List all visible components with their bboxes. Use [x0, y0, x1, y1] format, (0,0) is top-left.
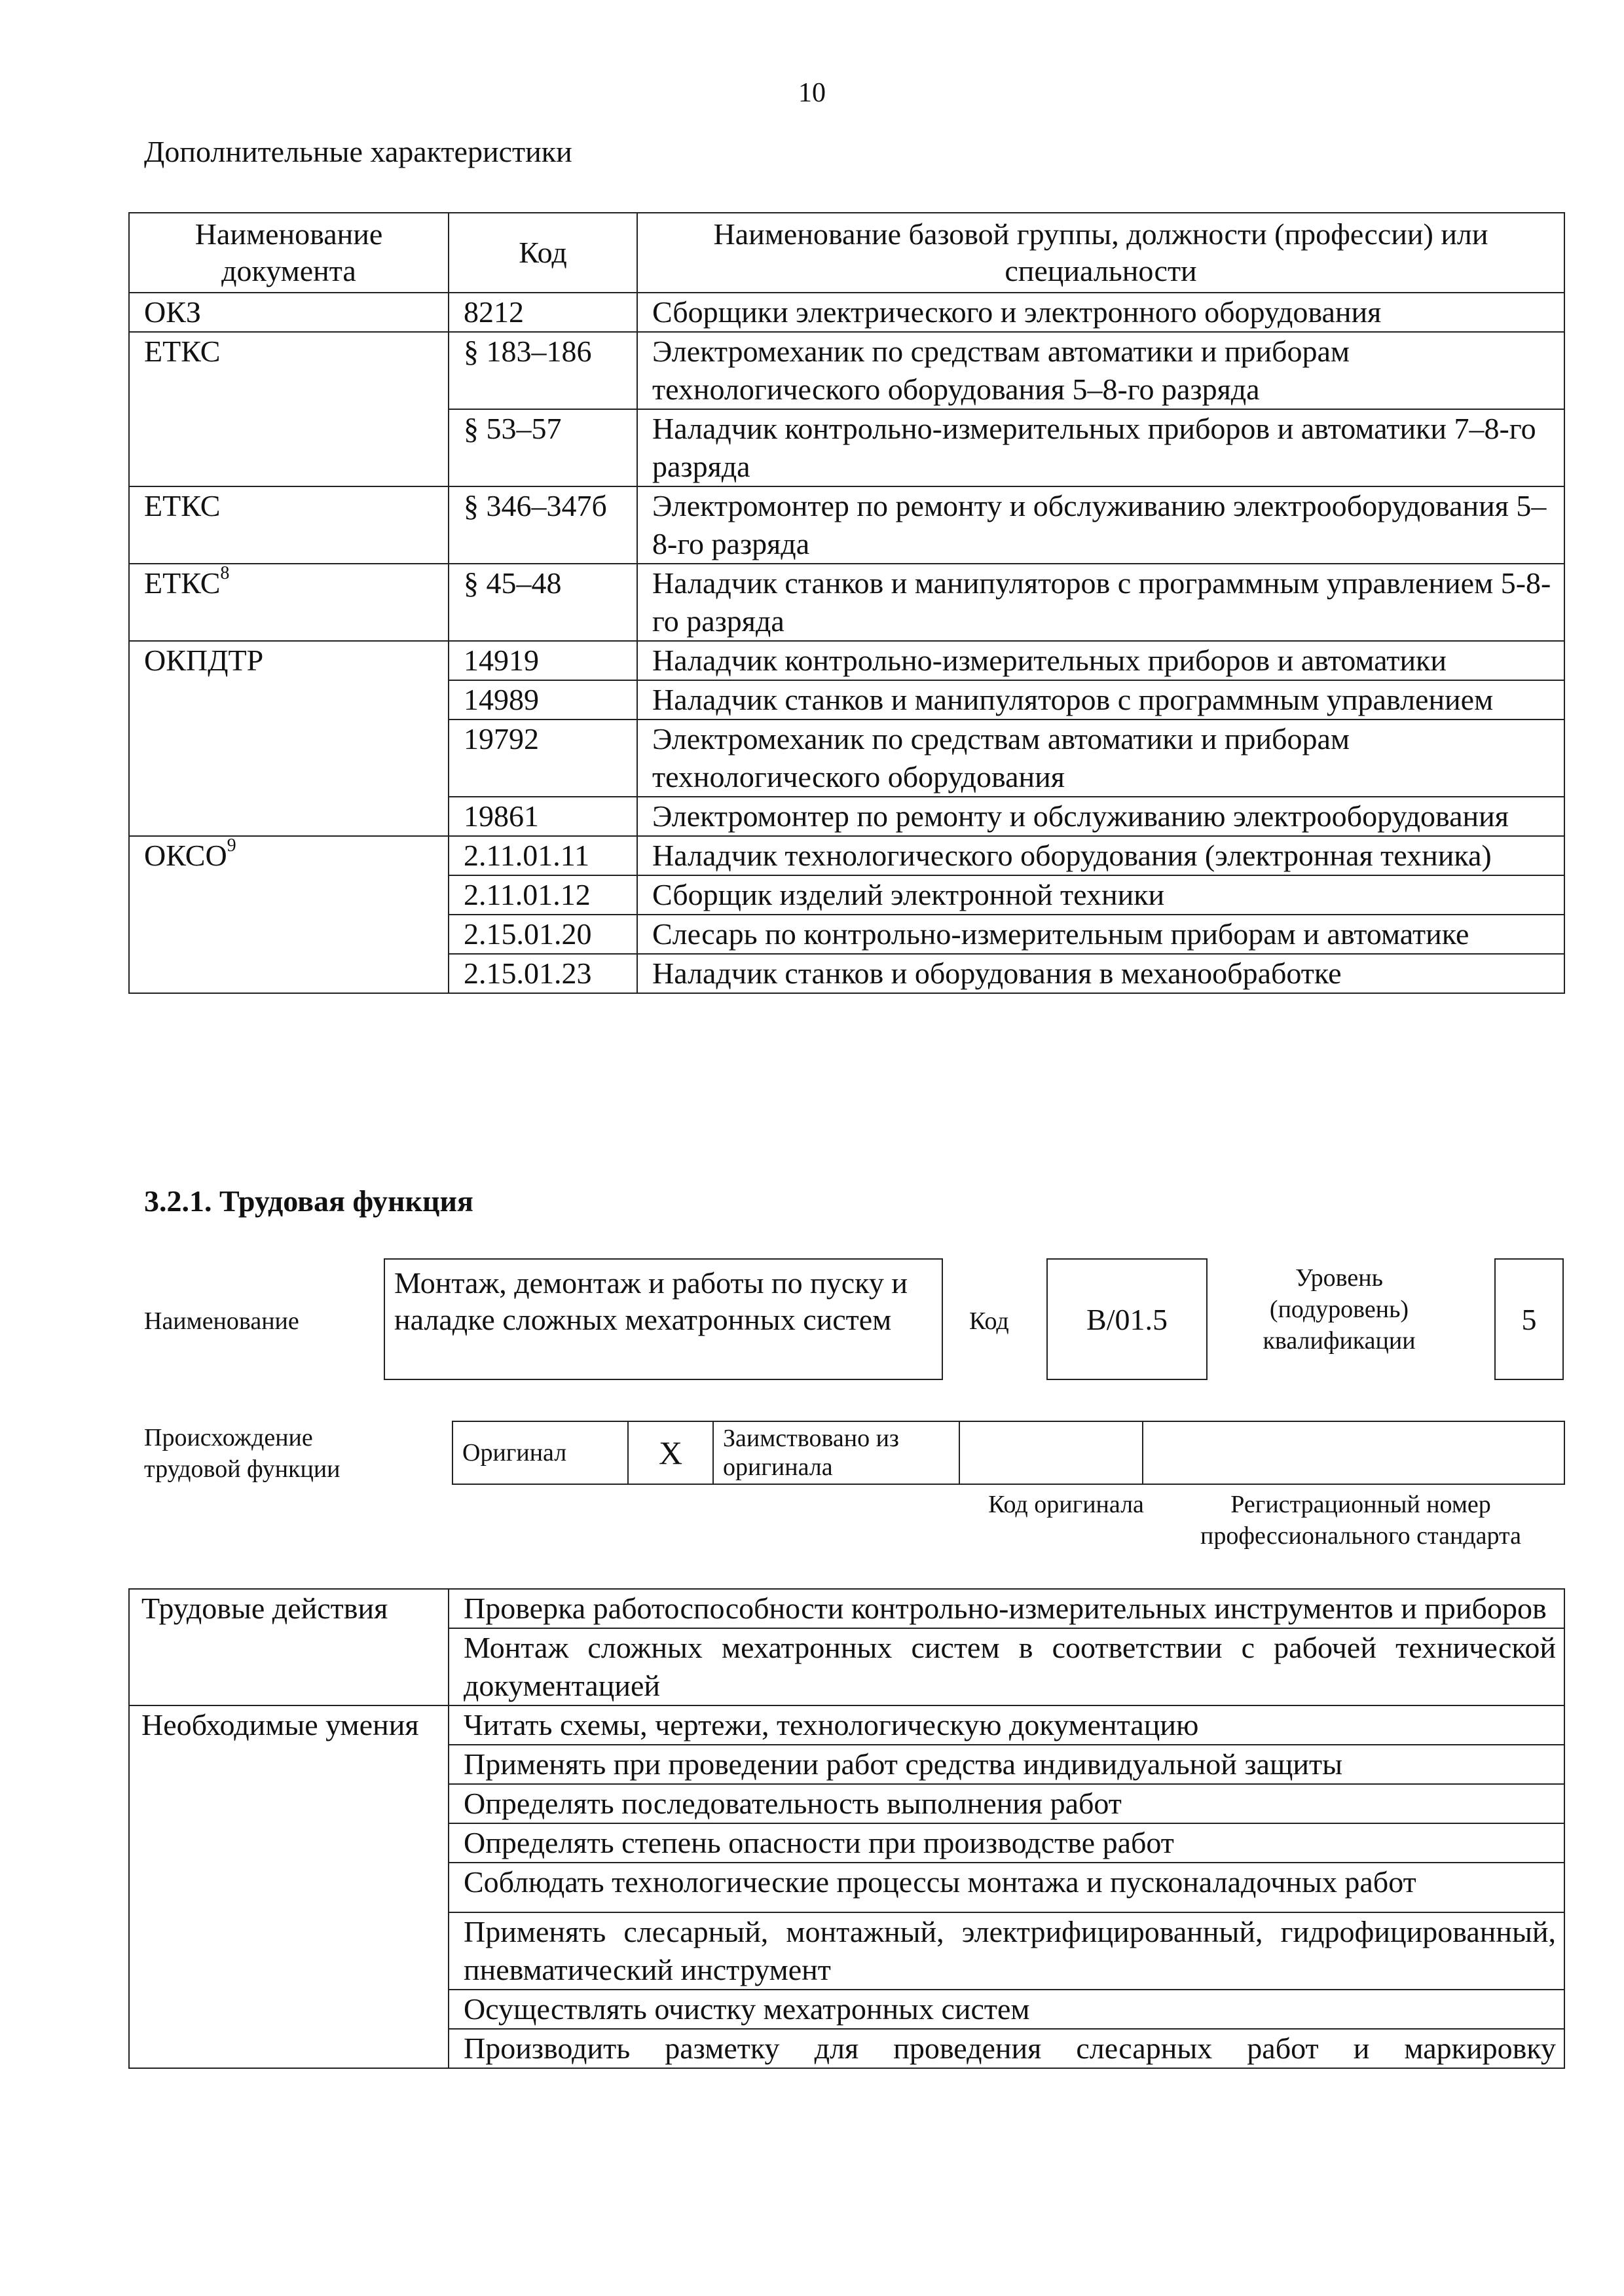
- skill-item: Применять при проведении работ средства индивидуальной защиты: [449, 1745, 1564, 1784]
- code-cell: § 45–48: [449, 564, 637, 641]
- level-value: 5: [1521, 1302, 1537, 1336]
- name-cell: Электромеханик по средствам автоматики и приборам технологического оборудования: [637, 720, 1564, 797]
- table-row: [129, 836, 1564, 875]
- code-cell: 19861: [449, 797, 637, 836]
- action-item: Проверка работоспособности контрольно-измерительных инструментов и приборов: [449, 1589, 1564, 1628]
- footnote-ref[interactable]: 9: [227, 835, 236, 856]
- footnote-ref[interactable]: 8: [220, 563, 230, 583]
- skill-item: Соблюдать технологические процессы монтажа и пусконаладочных работ: [449, 1863, 1564, 1912]
- section-heading: Дополнительные характеристики: [144, 135, 572, 168]
- skill-item: Определять последовательность выполнения работ: [449, 1784, 1564, 1823]
- page-number: 10: [798, 78, 826, 108]
- code-cell: 2.11.01.11: [449, 836, 637, 875]
- original-mark: X: [628, 1421, 713, 1484]
- name-cell: Наладчик контрольно-измерительных приборов и автоматики 7–8-го разряда: [637, 409, 1564, 486]
- header-name: Наименование базовой группы, должности (профессии) или специальности: [637, 213, 1564, 293]
- table-row: [129, 332, 1564, 409]
- name-cell: Слесарь по контрольно-измерительным приборам и автоматике: [637, 915, 1564, 954]
- name-cell: Наладчик станков и манипуляторов с программным управлением 5-8-го разряда: [637, 564, 1564, 641]
- name-cell: Сборщик изделий электронной техники: [637, 875, 1564, 915]
- function-code-box: [1046, 1258, 1208, 1380]
- code-cell: 14989: [449, 680, 637, 720]
- borrowed-cell: Заимствовано из оригинала: [713, 1421, 959, 1484]
- table-row: [129, 641, 1564, 680]
- original-cell: Оригинал: [452, 1421, 628, 1484]
- skill-item: Осуществлять очистку мехатронных систем: [449, 1990, 1564, 2029]
- skill-item: Производить разметку для проведения слесарных работ и маркировку: [449, 2029, 1564, 2068]
- origin-table: [452, 1421, 1564, 1485]
- header-document: Наименование документа: [129, 213, 449, 293]
- skill-item: Применять слесарный, монтажный, электрифицированный, гидрофицированный, пневматический инструмент: [449, 1912, 1564, 1990]
- code-cell: 19792: [449, 720, 637, 797]
- code-cell: 2.15.01.23: [449, 954, 637, 993]
- function-name-box: Монтаж, демонтаж и работы по пуску и наладке сложных мехатронных систем: [384, 1258, 943, 1380]
- reg-number-cell: [1143, 1421, 1564, 1484]
- code-cell: 14919: [449, 641, 637, 680]
- table-row: [129, 1589, 1564, 1628]
- name-cell: Электромеханик по средствам автоматики и приборам технологического оборудования 5–8-го разряда: [637, 332, 1564, 409]
- action-item: Монтаж сложных мехатронных систем в соответствии с рабочей технической документацией: [449, 1628, 1564, 1705]
- doc-cell: ОКСО: [144, 839, 227, 872]
- origin-label: Происхождение трудовой функции: [144, 1424, 341, 1483]
- actions-label: Трудовые действия: [129, 1589, 449, 1705]
- table-row: [129, 486, 1564, 564]
- name-cell: Наладчик станков и манипуляторов с программным управлением: [637, 680, 1564, 720]
- doc-cell: ОКПДТР: [144, 644, 264, 677]
- code-cell: 8212: [449, 293, 637, 332]
- function-code-value: B/01.5: [1086, 1302, 1168, 1336]
- doc-cell: ЕТКС: [144, 335, 221, 368]
- table-row: [129, 293, 1564, 332]
- name-cell: Наладчик контрольно-измерительных приборов и автоматики: [637, 641, 1564, 680]
- code-cell: § 53–57: [449, 409, 637, 486]
- doc-cell: ЕТКС: [144, 566, 221, 600]
- original-code-caption: Код оригинала: [988, 1491, 1144, 1518]
- code-cell: § 346–347б: [449, 486, 637, 564]
- table-row: [129, 1705, 1564, 1745]
- reg-number-caption: Регистрационный номер профессионального стандарта: [1200, 1491, 1521, 1550]
- skills-label: Необходимые умения: [129, 1705, 449, 2068]
- level-label: Уровень (подуровень) квалификации: [1263, 1264, 1416, 1355]
- name-cell: Электромонтер по ремонту и обслуживанию электрооборудования: [637, 797, 1564, 836]
- name-cell: Наладчик технологического оборудования (электронная техника): [637, 836, 1564, 875]
- code-cell: § 183–186: [449, 332, 637, 409]
- table-row: [129, 564, 1564, 641]
- skill-item: Читать схемы, чертежи, технологическую документацию: [449, 1705, 1564, 1745]
- name-label: Наименование: [144, 1307, 299, 1335]
- name-cell: Наладчик станков и оборудования в механообработке: [637, 954, 1564, 993]
- function-section-title: 3.2.1. Трудовая функция: [144, 1184, 473, 1218]
- characteristics-table: [128, 212, 1565, 994]
- labor-function-table: [128, 1588, 1565, 2069]
- name-cell: Электромонтер по ремонту и обслуживанию электрооборудования 5–8-го разряда: [637, 486, 1564, 564]
- doc-cell: ОКЗ: [144, 295, 201, 329]
- skill-item: Определять степень опасности при производстве работ: [449, 1823, 1564, 1863]
- code-cell: 2.11.01.12: [449, 875, 637, 915]
- code-label: Код: [969, 1307, 1009, 1335]
- name-cell: Сборщики электрического и электронного оборудования: [637, 293, 1564, 332]
- code-cell: 2.15.01.20: [449, 915, 637, 954]
- header-code: Код: [449, 213, 637, 293]
- doc-cell: ЕТКС: [144, 489, 221, 522]
- level-box: [1494, 1258, 1564, 1380]
- original-code-cell: [959, 1421, 1143, 1484]
